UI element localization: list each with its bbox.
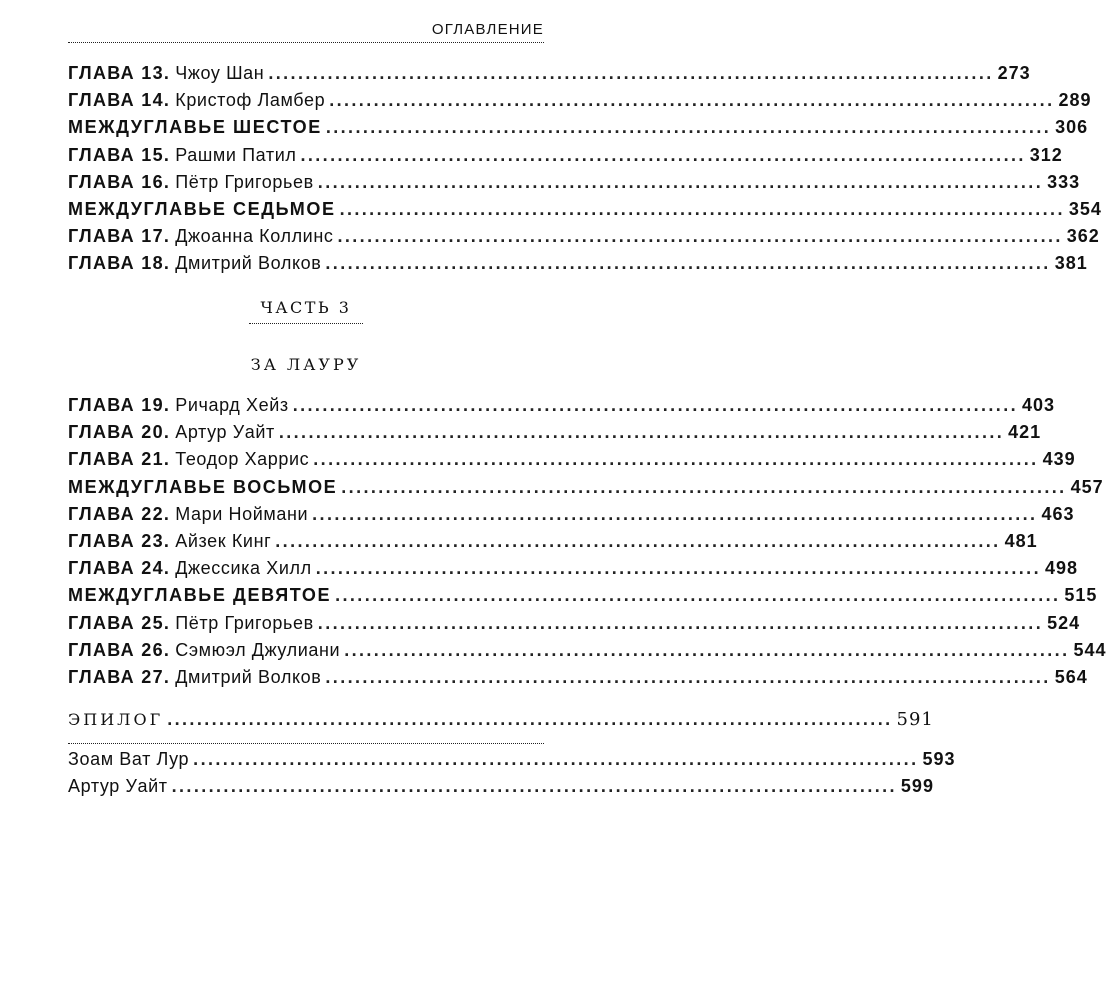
dot-leader: .................................................................................................. (339, 198, 1065, 219)
chapter-number: ГЛАВА 18. (68, 253, 171, 274)
dot-leader: .................................................................................................. (268, 63, 994, 83)
dot-leader: .................................................................................................. (167, 709, 893, 729)
chapter-name: Кристоф Ламбер (175, 90, 326, 111)
chapter-number: ГЛАВА 24. (68, 558, 171, 579)
chapter-name: Дмитрий Волков (175, 666, 322, 687)
page-number: 498 (1044, 558, 1079, 579)
dot-leader: .................................................................................................. (317, 612, 1044, 633)
toc-list-part-two (68, 60, 1102, 278)
dot-leader: .................................................................................................. (275, 530, 1001, 551)
page-number: 312 (1029, 144, 1063, 165)
chapter-number: ГЛАВА 21. (68, 449, 171, 470)
dot-leader: .................................................................................................. (278, 422, 1005, 443)
page-number: 591 (896, 709, 934, 730)
chapter-name: Джессика Хилл (175, 558, 312, 579)
chapter-name: Теодор Харрис (175, 449, 310, 470)
page-number: 333 (1047, 171, 1081, 192)
page-number: 564 (1054, 666, 1088, 687)
dot-leader: .................................................................................................. (344, 639, 1070, 660)
part-subtitle: ЗА ЛАУРУ (250, 355, 362, 374)
toc-entry-epilog[interactable] (68, 706, 934, 733)
toc-entry-interlude-8[interactable] (68, 474, 1104, 501)
toc-entry-epilog-2[interactable] (68, 773, 934, 800)
chapter-number: ГЛАВА 16. (68, 171, 171, 192)
page-number: 289 (1058, 90, 1092, 111)
epilog-title: ЭПИЛОГ (68, 710, 164, 729)
page-number: 381 (1054, 253, 1088, 274)
epilog-dotted-rule (68, 743, 544, 744)
page-number: 481 (1004, 530, 1038, 551)
toc-entry-chapter-20[interactable] (68, 419, 1042, 446)
toc-entry-interlude-6[interactable] (68, 114, 1089, 141)
part-heading (68, 298, 544, 324)
dot-leader: .................................................................................................. (341, 476, 1067, 497)
page-number: 463 (1041, 503, 1075, 524)
dot-leader: .................................................................................................. (193, 749, 919, 769)
chapter-number: ГЛАВА 20. (68, 422, 171, 443)
dot-leader: .................................................................................................. (335, 585, 1061, 606)
dot-leader: .................................................................................................. (337, 226, 1063, 247)
toc-entry-chapter-21[interactable] (68, 446, 1076, 473)
toc-entry-chapter-23[interactable] (68, 528, 1038, 555)
chapter-name: Айзек Кинг (175, 530, 272, 551)
interlude-title: МЕЖДУГЛАВЬЕ СЕДЬМОЕ (68, 198, 336, 219)
chapter-name: Дмитрий Волков (175, 253, 322, 274)
chapter-name: Пётр Григорьев (175, 612, 314, 633)
chapter-name: Сэмюэл Джулиани (175, 639, 341, 660)
chapter-number: ГЛАВА 22. (68, 503, 171, 524)
page-number: 439 (1042, 449, 1076, 470)
page-number: 273 (997, 63, 1031, 83)
dot-leader: .................................................................................................. (171, 776, 897, 797)
page-number: 457 (1070, 476, 1104, 497)
page-number: 354 (1068, 198, 1102, 219)
dot-leader: .................................................................................................. (300, 144, 1026, 165)
page-number: 544 (1073, 639, 1107, 660)
interlude-title: МЕЖДУГЛАВЬЕ ДЕВЯТОЕ (68, 585, 332, 606)
running-head: ОГЛАВЛЕНИЕ (431, 21, 544, 38)
interlude-title: МЕЖДУГЛАВЬЕ ВОСЬМОЕ (68, 476, 338, 497)
chapter-number: ГЛАВА 27. (68, 666, 171, 687)
toc-entry-chapter-25[interactable] (68, 610, 1081, 637)
dot-leader: .................................................................................................. (312, 503, 1038, 524)
page-number: 421 (1008, 422, 1042, 443)
page-number: 524 (1047, 612, 1081, 633)
toc-entry-chapter-17[interactable] (68, 223, 1100, 250)
toc-entry-chapter-16[interactable] (68, 169, 1081, 196)
dot-leader: .................................................................................................. (317, 171, 1044, 192)
toc-entry-chapter-18[interactable] (68, 250, 1088, 277)
chapter-number: ГЛАВА 26. (68, 639, 171, 660)
page-number: 593 (922, 749, 956, 769)
toc-entry-chapter-26[interactable] (68, 637, 1107, 664)
toc-entry-chapter-14[interactable] (68, 87, 1092, 114)
chapter-name: Мари Ноймани (175, 503, 309, 524)
chapter-number: ГЛАВА 14. (68, 90, 171, 111)
dot-leader: .................................................................................................. (325, 253, 1051, 274)
dot-leader: .................................................................................................. (329, 90, 1055, 111)
toc-entry-chapter-27[interactable] (68, 664, 1088, 691)
toc-entry-chapter-15[interactable] (68, 142, 1063, 169)
toc-entry-chapter-22[interactable] (68, 501, 1075, 528)
section-name: Артур Уайт (68, 776, 168, 797)
toc-list-part-three (68, 392, 1107, 691)
chapter-name: Пётр Григорьев (175, 171, 314, 192)
chapter-number: ГЛАВА 17. (68, 226, 171, 247)
chapter-name: Рашми Патил (175, 144, 297, 165)
chapter-number: ГЛАВА 19. (68, 395, 171, 415)
chapter-name: Джоанна Коллинс (175, 226, 334, 247)
dot-leader: .................................................................................................. (315, 558, 1041, 579)
section-name: Зоам Ват Лур (68, 749, 190, 769)
dot-leader: .................................................................................................. (292, 395, 1019, 415)
interlude-title: МЕЖДУГЛАВЬЕ ШЕСТОЕ (68, 117, 322, 138)
chapter-name: Ричард Хейз (175, 395, 289, 415)
page-number: 306 (1055, 117, 1089, 138)
chapter-number: ГЛАВА 25. (68, 612, 171, 633)
page-number: 362 (1066, 226, 1100, 247)
chapter-name: Артур Уайт (175, 422, 275, 443)
header-dotted-rule (68, 42, 544, 43)
toc-entry-chapter-13[interactable] (68, 60, 1031, 87)
toc-entry-chapter-24[interactable] (68, 555, 1079, 582)
page-number: 515 (1064, 585, 1098, 606)
toc-entry-epilog-1[interactable] (68, 746, 956, 773)
chapter-number: ГЛАВА 15. (68, 144, 171, 165)
dot-leader: .................................................................................................. (325, 117, 1052, 138)
toc-entry-interlude-9[interactable] (68, 582, 1098, 609)
toc-list-epilog-heading (68, 706, 934, 733)
toc-list-epilog (68, 746, 956, 800)
chapter-number: ГЛАВА 13. (68, 63, 171, 83)
toc-entry-interlude-7[interactable] (68, 196, 1102, 223)
page-number: 599 (900, 776, 934, 797)
dot-leader: .................................................................................................. (325, 666, 1051, 687)
toc-entry-chapter-19[interactable] (68, 392, 1056, 419)
page-number: 403 (1022, 395, 1056, 415)
part-title: ЧАСТЬ 3 (249, 298, 364, 324)
dot-leader: .................................................................................................. (313, 449, 1039, 470)
chapter-number: ГЛАВА 23. (68, 530, 171, 551)
chapter-name: Чжоу Шан (175, 63, 265, 83)
